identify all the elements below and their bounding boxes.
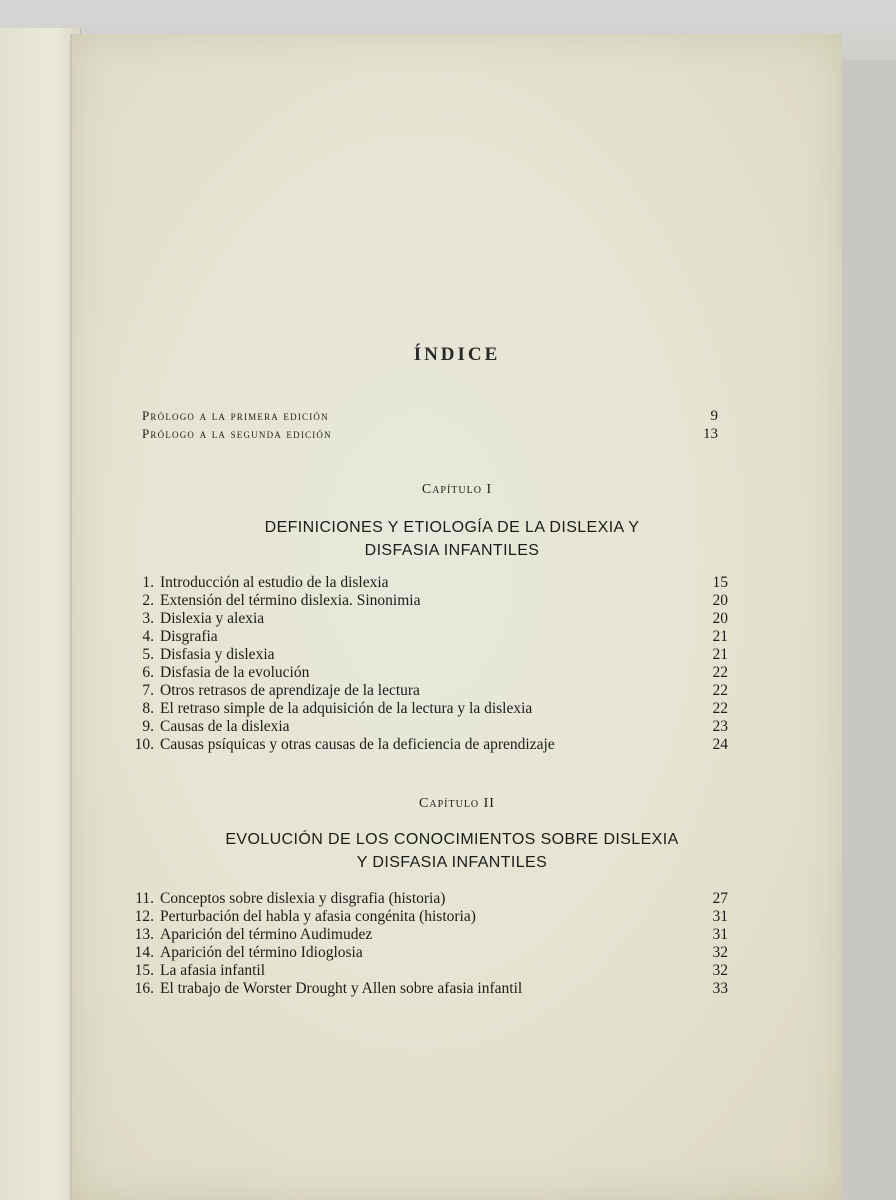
entry-title: Extensión del término dislexia. Sinonimia (160, 592, 421, 609)
entry-title: El trabajo de Worster Drought y Allen sobre afasia infantil (160, 980, 523, 997)
toc-entry (128, 628, 728, 646)
prologue-label: Prólogo a la segunda edición (142, 426, 332, 441)
entry-page: 21 (712, 628, 728, 645)
chapter-label: Capítulo II (419, 796, 495, 811)
entry-page: 32 (712, 944, 728, 961)
entry-title: Conceptos sobre dislexia y disgrafia (historia) (160, 890, 446, 907)
chapter-title-line: Y DISFASIA INFANTILES (356, 854, 548, 871)
facing-page-edge (0, 28, 81, 1200)
entry-page: 31 (712, 908, 728, 925)
entry-number: 5. (142, 646, 154, 663)
toc-entry (128, 962, 728, 980)
entry-title: Aparición del término Audimudez (160, 926, 373, 943)
entry-title: Disfasia de la evolución (160, 664, 310, 681)
entry-title: Disgrafia (160, 628, 218, 645)
entry-page: 24 (712, 736, 728, 753)
chapter-title (172, 516, 732, 562)
entry-page: 33 (712, 980, 728, 997)
entry-number: 2. (142, 592, 154, 609)
entry-page: 31 (712, 926, 728, 943)
toc-entry (128, 574, 728, 592)
toc-entry (128, 890, 728, 908)
toc-entry (128, 682, 728, 700)
toc-entry (128, 736, 728, 754)
entry-page: 15 (712, 574, 728, 591)
entry-page: 20 (712, 592, 728, 609)
entry-number: 9. (142, 718, 154, 735)
entry-title: Introducción al estudio de la dislexia (160, 574, 389, 591)
entry-number: 10. (134, 736, 154, 753)
entry-number: 16. (134, 980, 154, 997)
chapter-label: Capítulo I (421, 482, 493, 497)
entry-page: 21 (712, 646, 728, 663)
book-page (70, 34, 842, 1200)
toc-entry (128, 980, 728, 998)
entry-number: 3. (142, 610, 154, 627)
entry-page: 27 (712, 890, 728, 907)
chapter-title (172, 828, 732, 874)
toc-entry (128, 944, 728, 962)
entry-number: 7. (142, 682, 154, 699)
entry-title: La afasia infantil (160, 962, 266, 979)
entry-number: 13. (134, 926, 154, 943)
toc-entry (128, 718, 728, 736)
prologue-page: 9 (710, 408, 718, 424)
toc-entry (128, 908, 728, 926)
prologue-entry (142, 426, 718, 443)
toc-entry (128, 610, 728, 628)
entry-title: Aparición del término Idioglosia (160, 944, 363, 961)
entry-number: 6. (142, 664, 154, 681)
prologue-label: Prólogo a la primera edición (142, 408, 329, 423)
entry-page: 22 (712, 700, 728, 717)
entry-title: Perturbación del habla y afasia congénita (historia) (160, 908, 476, 925)
entry-number: 14. (134, 944, 154, 961)
toc-entry (128, 700, 728, 718)
prologue-entry (142, 408, 718, 425)
entry-title: El retraso simple de la adquisición de la lectura y la dislexia (160, 700, 533, 717)
toc-entry (128, 664, 728, 682)
entry-page: 22 (712, 682, 728, 699)
entry-title: Causas psíquicas y otras causas de la deficiencia de aprendizaje (160, 736, 555, 753)
entry-number: 1. (142, 574, 154, 591)
chapter-title-line: EVOLUCIÓN DE LOS CONOCIMIENTOS SOBRE DISLEXIA (225, 831, 679, 848)
entry-number: 11. (135, 890, 154, 907)
entry-title: Disfasia y dislexia (160, 646, 275, 663)
prologue-page: 13 (703, 426, 718, 442)
entry-number: 8. (142, 700, 154, 717)
toc-entry (128, 592, 728, 610)
toc-entry (128, 926, 728, 944)
entry-number: 15. (134, 962, 154, 979)
page-title: ÍNDICE (413, 344, 501, 365)
entry-page: 23 (712, 718, 728, 735)
entry-number: 4. (142, 628, 154, 645)
entry-title: Otros retrasos de aprendizaje de la lectura (160, 682, 420, 699)
toc-entry (128, 646, 728, 664)
entry-page: 20 (712, 610, 728, 627)
chapter-title-line: DEFINICIONES Y ETIOLOGÍA DE LA DISLEXIA Y (264, 519, 640, 536)
chapter-title-line: DISFASIA INFANTILES (364, 542, 540, 559)
entry-page: 22 (712, 664, 728, 681)
index-content (72, 34, 842, 1200)
entry-title: Dislexia y alexia (160, 610, 265, 627)
entry-page: 32 (712, 962, 728, 979)
entry-title: Causas de la dislexia (160, 718, 290, 735)
entry-number: 12. (134, 908, 154, 925)
